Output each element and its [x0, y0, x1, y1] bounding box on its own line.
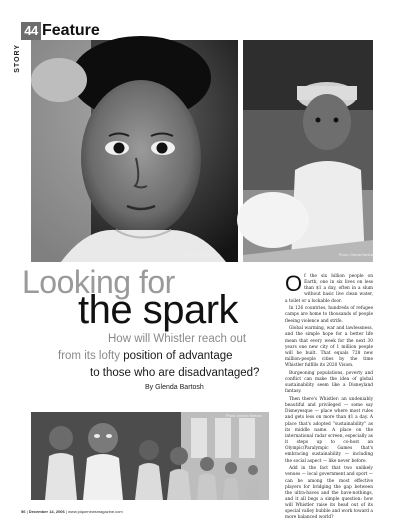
- byline: By Glenda Bartosh: [145, 384, 204, 391]
- issue-date: December 14, 2006: [28, 509, 65, 514]
- headline-line-2: the spark: [78, 288, 239, 332]
- right-photo-child-with-cap: [243, 40, 373, 262]
- body-paragraph-6: Add in the fact that two unlikely venues — local government and sport — can be among the most effective players for bridging the gap between the ultra-haves and the have-nothings, and it all begs a simple question: how will Whistler raise its head out of its special valley bubble and work toward a more balanced world?: [285, 466, 373, 521]
- section-title: Feature: [42, 22, 100, 39]
- right-photo-credit: Photo: Glenda Bartosh: [339, 253, 375, 257]
- deck-line-2-start: from its lofty: [58, 350, 124, 362]
- deck: [58, 331, 276, 382]
- bottom-photo-children-group: [31, 412, 269, 500]
- deck-line-3: [58, 365, 276, 382]
- page-footer: [21, 509, 123, 514]
- body-paragraph-4: Burgeoning populations, poverty and conflict can make the idea of global sustainability seem like a Disneyland fantasy.: [285, 370, 373, 395]
- main-photo-credit: Photo: Andrew Bartosh: [184, 253, 220, 257]
- footer-separator-2: |: [65, 509, 69, 514]
- body-paragraph-3: Global warming, war and lawlessness, and the simple hope for a better life mean that every week for the next 30 years one new city of 1 million people will be built. That equals 728 new million-people cities by the time Whistler fulfills its 2020 Vision.: [285, 326, 373, 369]
- footer-separator-1: |: [26, 509, 29, 514]
- main-photo-child-portrait: [31, 40, 238, 262]
- body-paragraph-1: Of the six billion people on Earth, one in six lives on less than $1 a day, often in a slum without basic live clean water, a toilet or a lockable door.: [285, 271, 373, 304]
- issue-number-badge: 44: [21, 22, 41, 40]
- article-body: [285, 271, 373, 521]
- deck-line-3-text: to those who are disadvantaged?: [90, 367, 260, 379]
- page-number: 56: [21, 509, 26, 514]
- body-paragraph-2: In 126 countries, hundreds of refugee camps are home to thousands of people fleeing violence and strife.: [285, 306, 373, 324]
- deck-line-2: [58, 348, 276, 365]
- deck-line-1: How will Whistler reach out: [108, 333, 247, 345]
- drop-cap: O: [285, 271, 303, 296]
- website: www.piquenewsmagazine.com: [68, 509, 123, 514]
- headline-line-1: Looking for: [22, 264, 175, 300]
- story-side-label: STORY: [14, 44, 21, 73]
- deck-line-2-emphasis: position of advantage: [123, 350, 233, 362]
- body-paragraph-5: Then there's Whistler: an undeniably beautiful and privileged — some say Disneyesque — place where most rules and gets less on more than $1 a day. A place that's adopted "sustainability" as its middle name. A place on the international radar screen, especially as it steps up to co-host an Olympic/Paralympic Games that's embracing sustainability — including the social aspect — like never before.: [285, 396, 373, 464]
- bottom-photo-credit: Photo: Andrew Bartosh: [226, 414, 262, 418]
